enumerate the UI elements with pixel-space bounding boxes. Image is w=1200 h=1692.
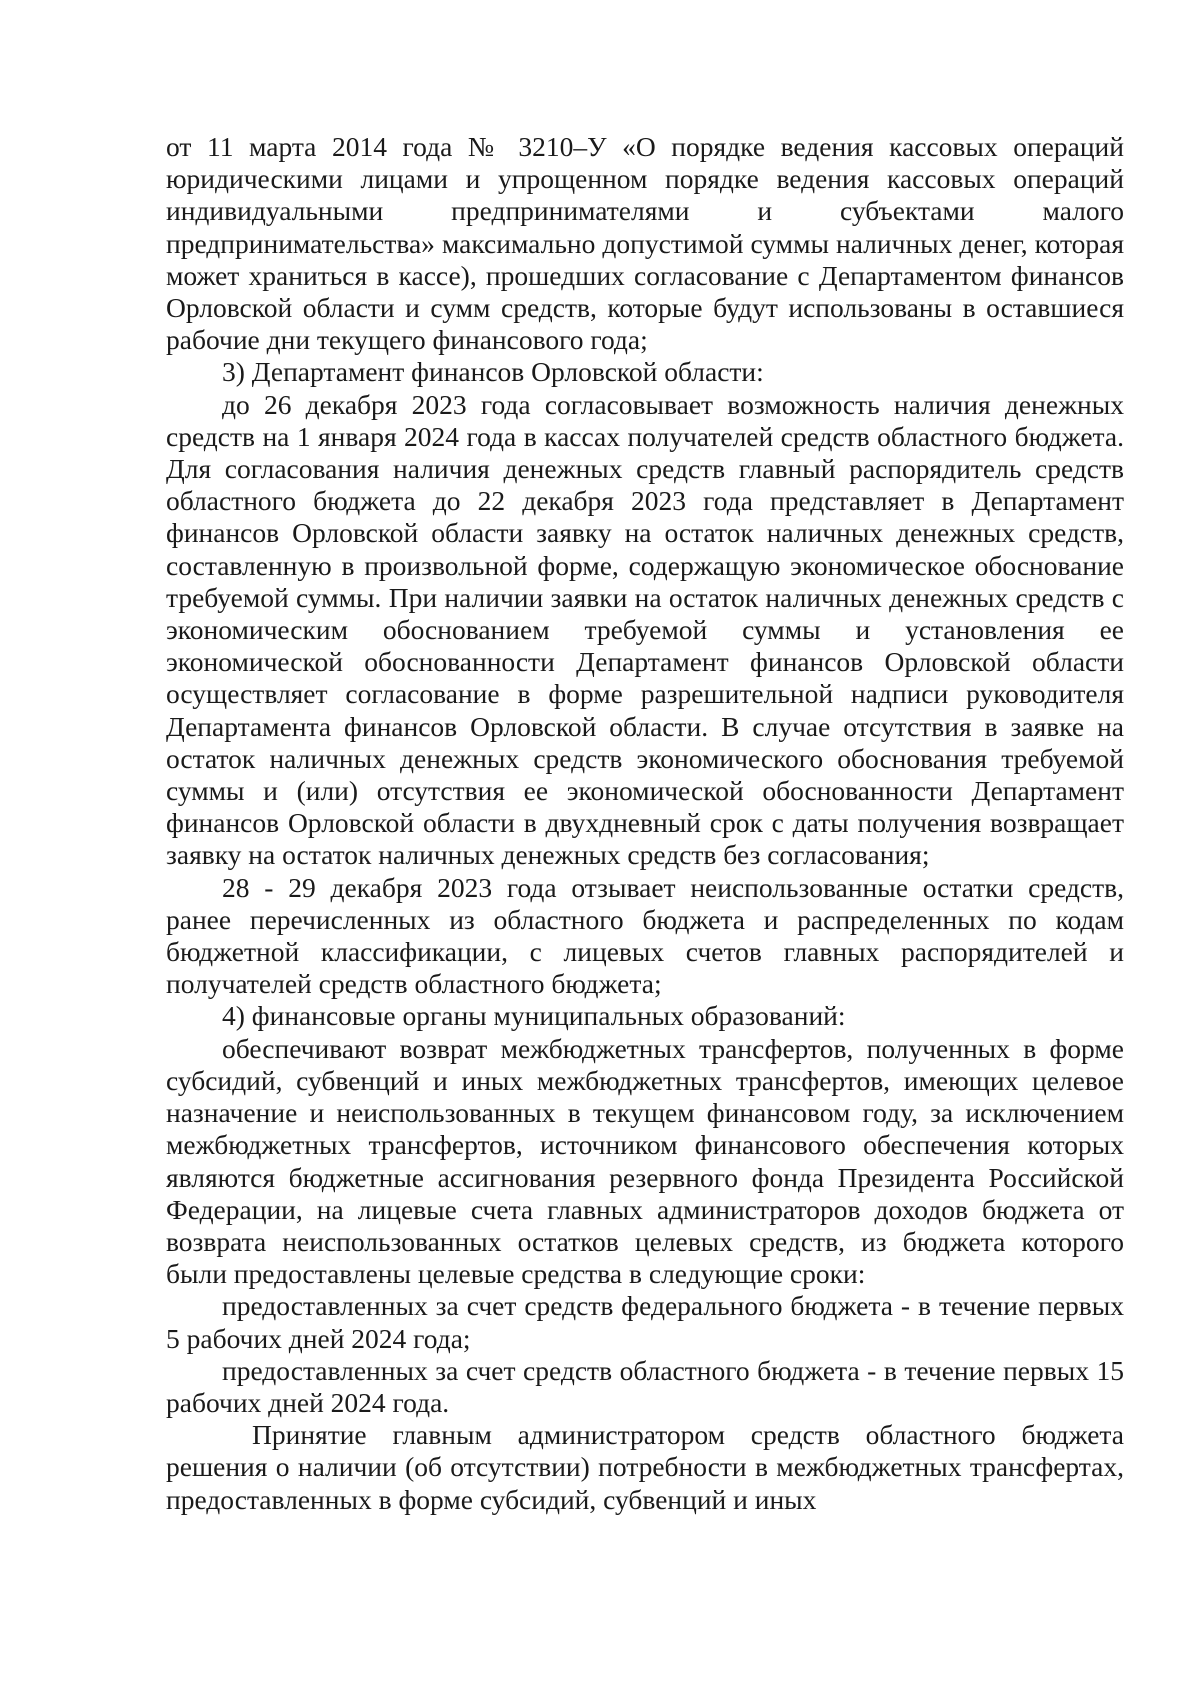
paragraph-regional-deadline: предоставленных за счет средств областного бюджета - в течение первых 15 рабочих дней 2024 года. xyxy=(166,1354,1124,1418)
paragraph-item-3-heading: 3) Департамент финансов Орловской области: xyxy=(222,356,764,388)
paragraph-cash-approval: до 26 декабря 2023 года согласовывает возможность наличия денежных средств на 1 января 2024 года в кассах получателей средств областного бюджета. Для согласования наличия денежных средств главный распорядитель средств областного бюджета до 22 декабря 2023 года представляет в Департамент финансов Орловской области заявку на остаток наличных денежных средств, составленную в произвольной форме, содержащую экономическое обоснование требуемой суммы. При наличии заявки на остаток наличных денежных средств с экономическим обоснованием требуемой суммы и установления ее экономической обоснованности Департамент финансов Орловской области осуществляет согласование в форме разрешительной надписи руководителя Департамента финансов Орловской области. В случае отсутствия в заявке на остаток наличных денежных средств экономического обоснования требуемой суммы и (или) отсутствия ее экономической обоснованности Департамент финансов Орловской области в двухдневный срок с даты получения возвращает заявку на остаток наличных денежных средств без согласования; xyxy=(166,388,1124,871)
paragraph-transfer-return: обеспечивают возврат межбюджетных трансфертов, полученных в форме субсидий, субвенций и иных межбюджетных трансфертов, имеющих целевое назначение и неиспользованных в текущем финансовом году, за исключением межбюджетных трансфертов, источником финансового обеспечения которых являются бюджетные ассигнования резервного фонда Президента Российской Федерации, на лицевые счета главных администраторов доходов бюджета от возврата неиспользованных остатков целевых средств, из бюджета которого были предоставлены целевые средства в следующие сроки: xyxy=(166,1032,1124,1290)
paragraph-balance-recall: 28 - 29 декабря 2023 года отзывает неиспользованные остатки средств, ранее перечисленных из областного бюджета и распределенных по кодам бюджетной классификации, с лицевых счетов главных распорядителей и получателей средств областного бюджета; xyxy=(166,871,1124,1000)
paragraph-item-4-heading: 4) финансовые органы муниципальных образований: xyxy=(222,1000,846,1032)
paragraph-federal-deadline: предоставленных за счет средств федерального бюджета - в течение первых 5 рабочих дней 2024 года; xyxy=(166,1290,1124,1354)
document-body xyxy=(166,131,1124,1516)
paragraph-need-decision: Принятие главным администратором средств областного бюджета решения о наличии (об отсутствии) потребности в межбюджетных трансфертах, предоставленных в форме субсидий, субвенций и иных xyxy=(166,1419,1124,1515)
paragraph-cash-limit-continuation: от 11 марта 2014 года № 3210–У «О порядке ведения кассовых операций юридическими лицами и упрощенном порядке ведения кассовых операций индивидуальными предпринимателями и субъектами малого предпринимательства» максимально допустимой суммы наличных денег, которая может храниться в кассе), прошедших согласование с Департаментом финансов Орловской области и сумм средств, которые будут использованы в оставшиеся рабочие дни текущего финансового года; xyxy=(166,131,1124,356)
